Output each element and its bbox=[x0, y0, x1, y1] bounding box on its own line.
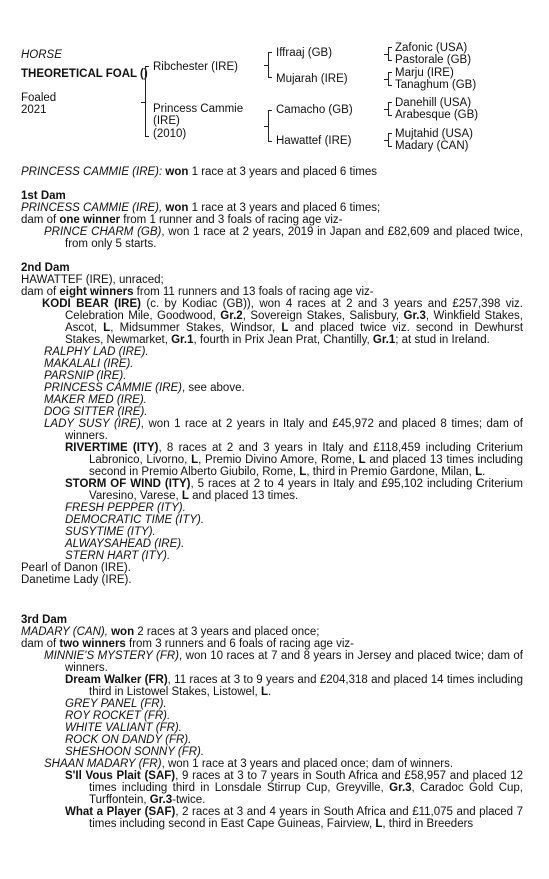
grand-produce-entry: What a Player (SAF), 2 races at 3 and 4 years in South Africa and £11,075 and placed 7 times including second in East Cape Guineas, Fairview, L, third in Breeders bbox=[65, 806, 524, 830]
gen2-name: Hawattef (IRE) bbox=[276, 135, 352, 147]
dam-record: MADARY (CAN), won 2 races at 3 years and placed once; bbox=[21, 626, 320, 638]
grand-produce-entry: SHESHOON SONNY (FR). bbox=[65, 746, 205, 758]
second-dam-section bbox=[21, 262, 523, 586]
gen3-name: Pastorale (GB) bbox=[395, 54, 472, 66]
gen3-name: Arabesque (GB) bbox=[395, 109, 479, 121]
first-dam-section bbox=[21, 190, 523, 250]
produce-entry: MAKER MED (IRE). bbox=[44, 394, 147, 406]
produce-entry: MAKALALI (IRE). bbox=[44, 358, 134, 370]
produce-entry: PRINCESS CAMMIE (IRE), see above. bbox=[44, 382, 245, 394]
produce-entry: RALPHY LAD (IRE). bbox=[44, 346, 149, 358]
section-heading: 1st Dam bbox=[21, 190, 66, 202]
gen3-name: Mujtahid (USA) bbox=[395, 128, 473, 140]
dam-produce-summary: dam of eight winners from 11 runners and 13 foals of racing age viz- bbox=[21, 286, 374, 298]
produce-entry: PARSNIP (IRE). bbox=[44, 370, 127, 382]
dam-produce-summary: dam of two winners from 3 runners and 6 foals of racing age viz- bbox=[21, 638, 355, 650]
foaled-year: 2021 bbox=[21, 104, 47, 116]
grand-produce-entry: ROY ROCKET (FR). bbox=[65, 710, 171, 722]
produce-entry: SHAAN MADARY (FR), won 1 race at 3 years and placed once; dam of winners. bbox=[44, 758, 454, 770]
gen2-name: Mujarah (IRE) bbox=[276, 73, 348, 85]
produce-entry: LADY SUSY (IRE), won 1 race at 2 years in Italy and £45,972 and placed 8 times; dam of winners. bbox=[44, 418, 523, 442]
dam-produce-summary: dam of one winner from 1 runner and 3 foals of racing age viz- bbox=[21, 214, 343, 226]
grand-produce-entry: RIVERTIME (ITY), 8 races at 2 and 3 years in Italy and £118,459 including Criterium Labronico, Livorno, L, Premio Divino Amore, Rome, L and placed 13 times including second in Premio Alberto Giubilo, Rome, L, third in Premio Gardone, Milan, L. bbox=[65, 442, 523, 478]
grand-produce-entry: STERN HART (ITY). bbox=[65, 550, 171, 562]
produce-entry: DOG SITTER (IRE). bbox=[44, 406, 148, 418]
summary-line: PRINCESS CAMMIE (IRE): won 1 race at 3 years and placed 6 times bbox=[21, 166, 377, 178]
produce-entry: PRINCE CHARM (GB), won 1 race at 2 years, 2019 in Japan and £82,609 and placed twice, from only 5 starts. bbox=[44, 226, 524, 250]
grand-produce-entry: ROCK ON DANDY (FR). bbox=[65, 734, 192, 746]
section-heading: 2nd Dam bbox=[21, 262, 70, 274]
third-dam-section bbox=[21, 614, 523, 830]
gen3-name: Zafonic (USA) bbox=[395, 42, 468, 54]
grand-produce-entry: GREY PANEL (FR). bbox=[65, 698, 167, 710]
gen3-bracket bbox=[388, 47, 389, 61]
horse-label: HORSE bbox=[21, 49, 62, 61]
grand-produce-entry: STORM OF WIND (ITY), 5 races at 2 to 4 years in Italy and £95,102 including Criterium Varesino, Varese, L and placed 13 times. bbox=[65, 478, 523, 502]
gen1-bracket bbox=[145, 66, 146, 137]
grand-produce-entry: ALWAYSAHEAD (IRE). bbox=[65, 538, 185, 550]
grand-produce-entry: FRESH PEPPER (ITY). bbox=[65, 502, 186, 514]
dam-country: (IRE) bbox=[153, 115, 180, 127]
foal-name: THEORETICAL FOAL () bbox=[21, 68, 148, 80]
gen2-name: Iffraaj (GB) bbox=[276, 47, 333, 59]
gen2-name: Camacho (GB) bbox=[276, 104, 353, 116]
dam-year: (2010) bbox=[153, 128, 187, 140]
gen3-bracket bbox=[388, 102, 389, 116]
grand-produce-entry: WHITE VALIANT (FR). bbox=[65, 722, 182, 734]
grand-produce-list bbox=[21, 502, 523, 562]
sire-name: Ribchester (IRE) bbox=[153, 61, 238, 73]
gen2-bracket-dam bbox=[268, 110, 269, 142]
produce-entry: KODI BEAR (IRE) (c. by Kodiac (GB)), won 4 races at 2 and 3 years and £257,398 viz. Celebration Mile, Goodwood, Gr.2, Sovereign Stakes, Salisbury, Gr.3, Winkfield Stakes, Ascot, L, Midsummer Stakes, Windsor, L and placed twice viz. second in Dewhurst Stakes, Newmarket, Gr.1, fourth in Prix Jean Prat, Chantilly, Gr.1; at stud in Ireland. bbox=[42, 298, 524, 346]
gen3-name: Danehill (USA) bbox=[395, 97, 472, 109]
gen3-name: Tanaghum (GB) bbox=[395, 79, 477, 91]
gen2-bracket-sire bbox=[268, 52, 269, 78]
dam-record: PRINCESS CAMMIE (IRE), won 1 race at 3 years and placed 6 times; bbox=[21, 202, 381, 214]
gen3-bracket bbox=[388, 133, 389, 147]
produce-entry: Pearl of Danon (IRE). bbox=[21, 562, 131, 574]
produce-entry: Danetime Lady (IRE). bbox=[21, 574, 132, 586]
grand-produce-entry: SUSYTIME (ITY). bbox=[65, 526, 156, 538]
grand-produce-list bbox=[21, 698, 523, 758]
grand-produce-entry: Dream Walker (FR), 11 races at 3 to 9 years and £204,318 and placed 14 times including third in Listowel Stakes, Listowel, L. bbox=[65, 674, 524, 698]
gen3-name: Marju (IRE) bbox=[395, 67, 454, 79]
dam-name: Princess Cammie bbox=[153, 103, 244, 115]
produce-entry: MINNIE'S MYSTERY (FR), won 10 races at 7 and 8 years in Jersey and placed twice; dam of winners. bbox=[44, 650, 524, 674]
foaled-label: Foaled bbox=[21, 92, 57, 104]
grand-produce-entry: S'Il Vous Plait (SAF), 9 races at 3 to 7 years in South Africa and £58,957 and placed 12 times including third in Lonsdale Stirrup Cup, Greyville, Gr.3, Caradoc Gold Cup, Turffontein, Gr.3-twice. bbox=[65, 770, 523, 806]
grand-produce-entry: DEMOCRATIC TIME (ITY). bbox=[65, 514, 205, 526]
section-heading: 3rd Dam bbox=[21, 614, 68, 626]
produce-list bbox=[21, 346, 523, 418]
gen3-bracket bbox=[388, 72, 389, 86]
gen3-name: Madary (CAN) bbox=[395, 140, 469, 152]
dam-record: HAWATTEF (IRE), unraced; bbox=[21, 274, 164, 286]
